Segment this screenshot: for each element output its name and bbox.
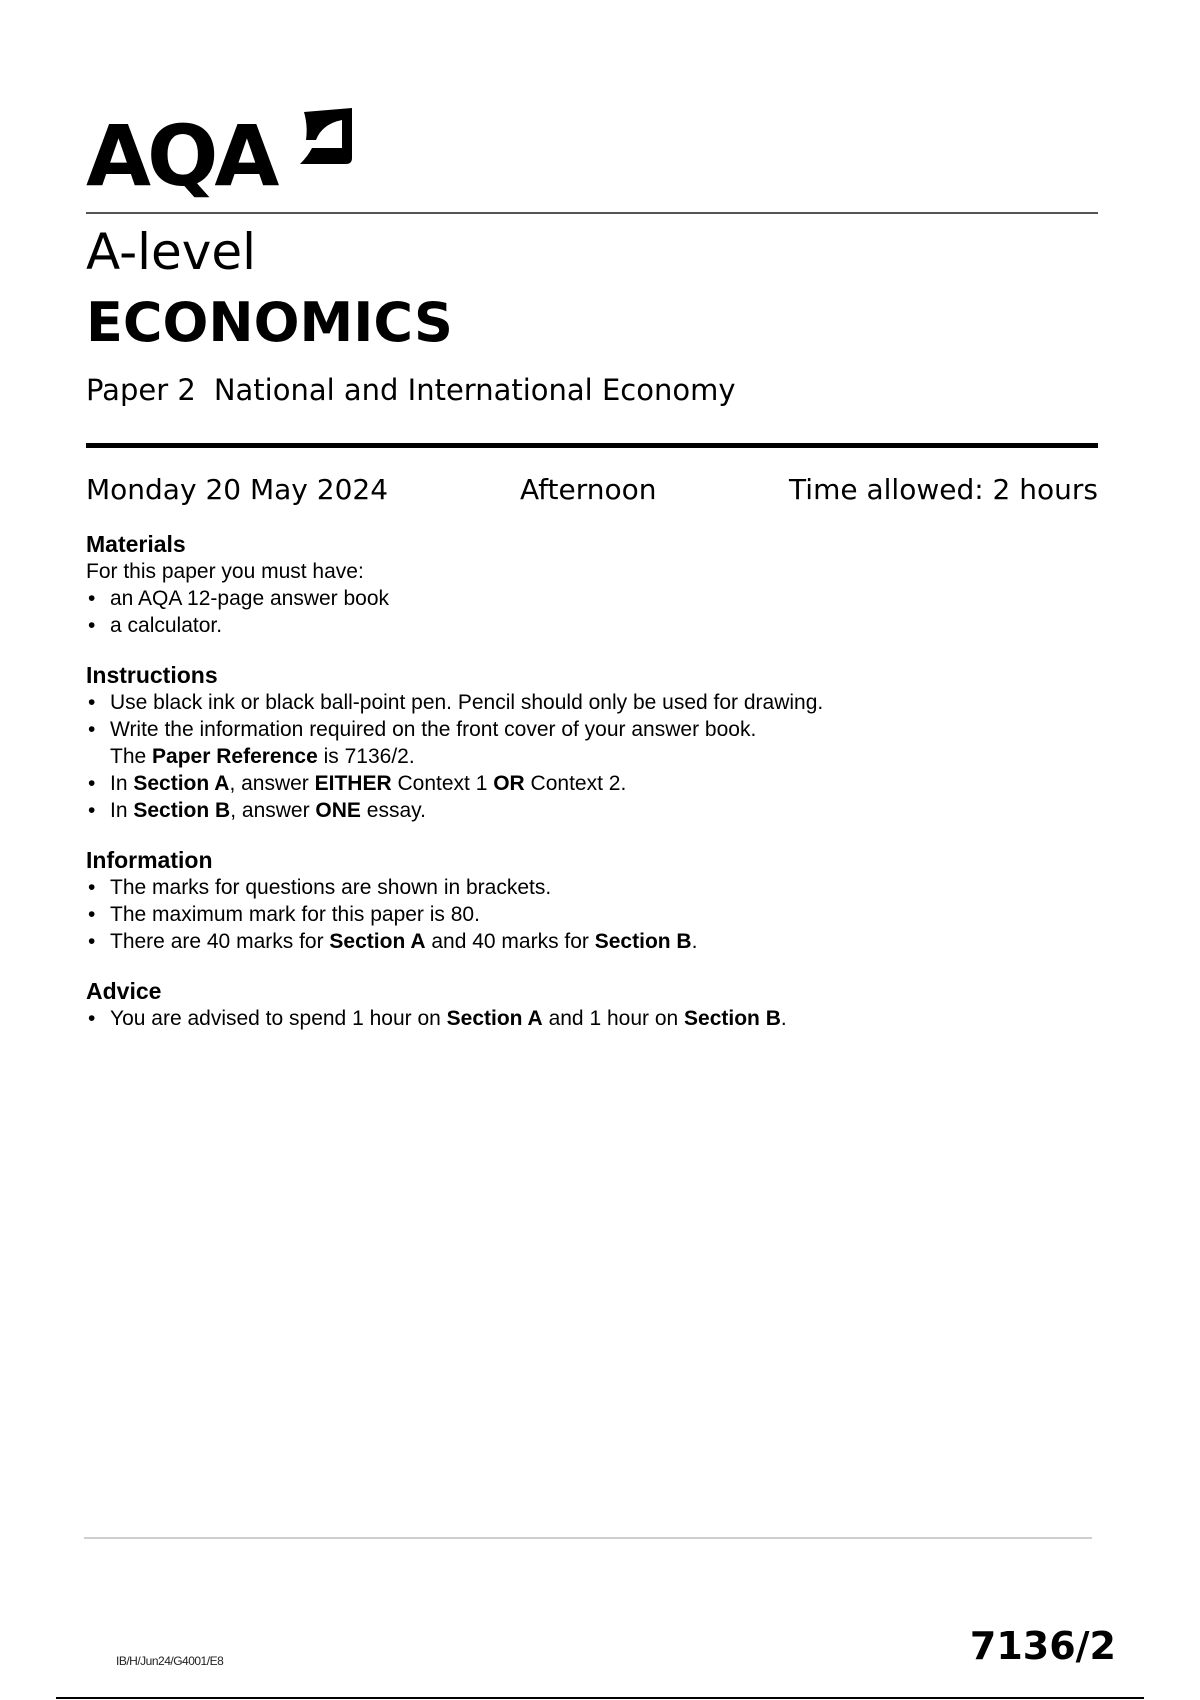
aqa-leaf-icon (294, 104, 356, 170)
materials-list (86, 585, 1096, 639)
materials-section (86, 530, 1096, 639)
time-allowed: Time allowed: 2 hours (789, 473, 1098, 506)
paper-number: Paper 2 (86, 373, 196, 407)
materials-heading: Materials (86, 531, 186, 557)
list-item: • You are advised to spend 1 hour on Section A and 1 hour on Section B. (86, 1005, 1096, 1032)
document-reference: IB/H/Jun24/G4001/E8 (116, 1654, 224, 1668)
bottom-edge (56, 1697, 1144, 1699)
title-divider (86, 443, 1098, 448)
advice-heading: Advice (86, 978, 162, 1004)
logo-text: AQA (86, 107, 276, 205)
list-item: • In Section B, answer ONE essay. (86, 797, 1096, 824)
list-item: • Write the information required on the front cover of your answer book. The Paper Reference is 7136/2. (86, 716, 1096, 770)
paper-title: National and International Economy (213, 373, 736, 407)
subject-title: ECONOMICS (86, 291, 453, 354)
list-item: • The marks for questions are shown in brackets. (86, 874, 1096, 901)
instructions-list (86, 689, 1096, 824)
exam-date: Monday 20 May 2024 (86, 473, 389, 506)
paper-code: 7136/2 (969, 1624, 1116, 1668)
footer-divider (84, 1537, 1092, 1539)
information-list (86, 874, 1096, 955)
exam-session: Afternoon (520, 473, 657, 506)
list-item: • Use black ink or black ball-point pen. Pencil should only be used for drawing. (86, 689, 1096, 716)
list-item: • The maximum mark for this paper is 80. (86, 901, 1096, 928)
qualification-level: A-level (86, 223, 257, 281)
information-section (86, 846, 1096, 955)
instructions-heading: Instructions (86, 662, 218, 688)
information-heading: Information (86, 847, 213, 873)
list-item: • In Section A, answer EITHER Context 1 OR Context 2. (86, 770, 1096, 797)
header-divider (86, 212, 1098, 214)
paper-heading (86, 370, 736, 410)
instructions-section (86, 661, 1096, 824)
list-item: • There are 40 marks for Section A and 40 marks for Section B. (86, 928, 1096, 955)
materials-intro: For this paper you must have: (86, 560, 364, 583)
list-item: • an AQA 12-page answer book (86, 585, 1096, 612)
exam-rubric (86, 530, 1096, 1054)
list-item: • a calculator. (86, 612, 1096, 639)
advice-section (86, 977, 1096, 1032)
advice-list (86, 1005, 1096, 1032)
